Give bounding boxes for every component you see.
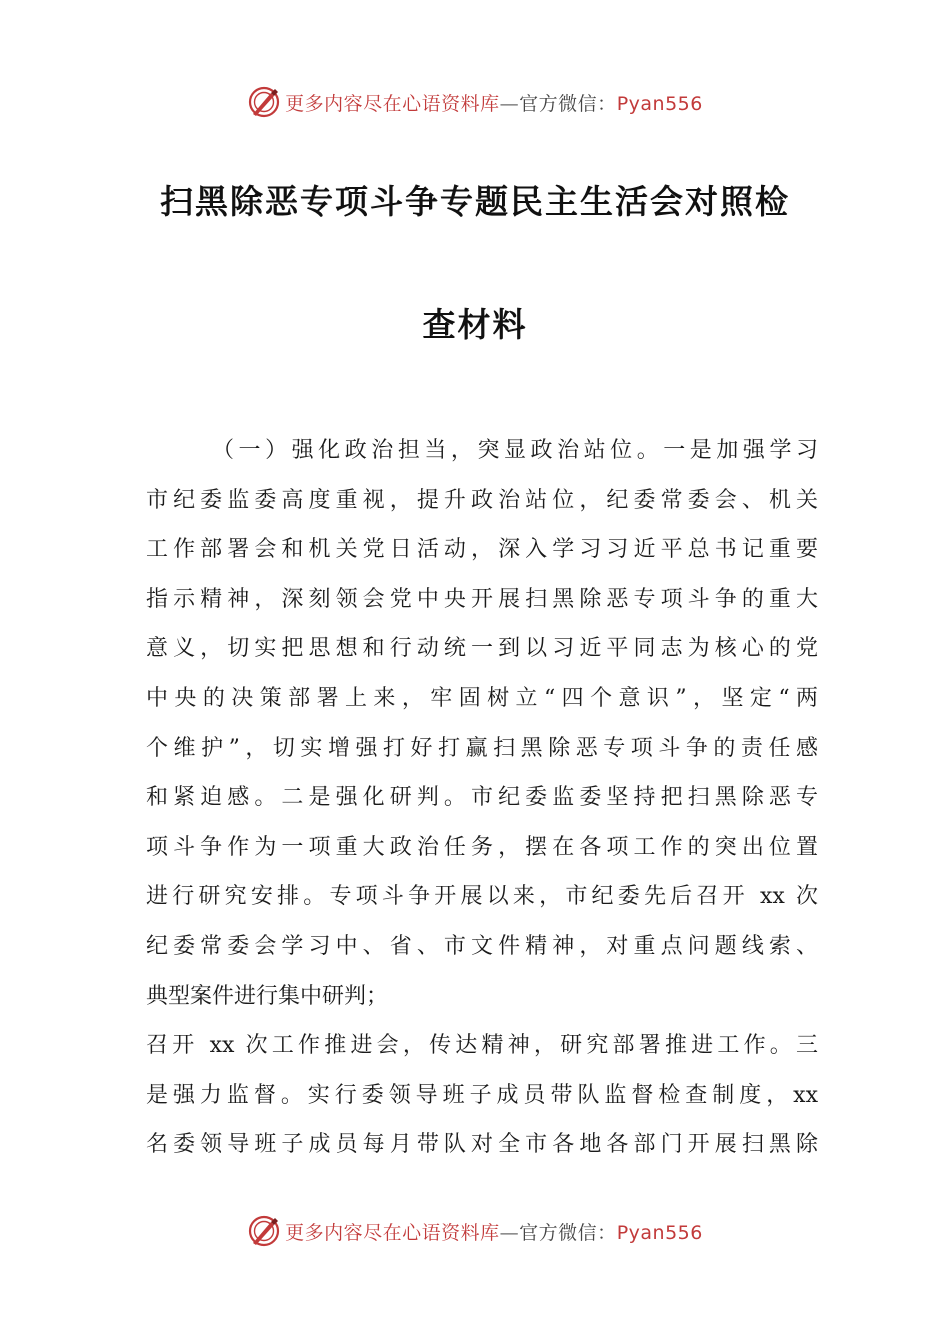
document-body [146,426,818,1170]
pen-logo-icon [247,1214,281,1248]
watermark-text [285,1218,703,1245]
document-title-line-1: 扫黑除恶专项斗争专题民主生活会对照检 [160,182,790,221]
watermark-banner-top [0,82,950,122]
body-line: 纪委常委会学习中、省、市文件精神，对重点问题线索、 [146,933,818,959]
body-line: 和紧迫感。二是强化研判。市纪委监委坚持把扫黑除恶专 [146,785,818,811]
body-line: 是强力监督。实行委领导班子成员带队监督检查制度，xx [146,1082,818,1108]
watermark-separator: — [499,1221,520,1244]
body-line: 典型案件进行集中研判； [146,983,389,1009]
body-line: 工作部署会和机关党日活动，深入学习习近平总书记重要 [146,537,818,563]
body-line: 意义，切实把思想和行动统一到以习近平同志为核心的党 [146,636,818,662]
watermark-prefix: 更多内容尽在心语资料库 [285,92,500,115]
watermark-wechat-id: Pyan556 [616,1221,703,1244]
watermark-text [285,89,703,116]
watermark-separator: — [499,92,520,115]
body-line: 市纪委监委高度重视，提升政治站位，纪委常委会、机关 [146,487,818,513]
body-line: 个维护”，切实增强打好打赢扫黑除恶专项斗争的责任感 [146,735,818,761]
body-line: 指示精神，深刻领会党中央开展扫黑除恶专项斗争的重大 [146,586,818,612]
watermark-suffix: 官方微信： [519,1221,617,1244]
body-line: 进行研究安排。专项斗争开展以来，市纪委先后召开 xx 次 [146,884,818,910]
watermark-suffix: 官方微信： [519,92,617,115]
body-line: 项斗争作为一项重大政治任务，摆在各项工作的突出位置 [146,834,818,860]
body-line: （一）强化政治担当，突显政治站位。一是加强学习 [212,438,818,463]
body-line: 名委领导班子成员每月带队对全市各地各部门开展扫黑除 [146,1132,818,1158]
watermark-banner-bottom [0,1211,950,1251]
watermark-wechat-id: Pyan556 [616,92,703,115]
watermark-prefix: 更多内容尽在心语资料库 [285,1221,500,1244]
body-line: 召开 xx 次工作推进会，传达精神，研究部署推进工作。三 [146,1033,818,1059]
body-line: 中央的决策部署上来，牢固树立“四个意识”，坚定“两 [146,685,818,711]
document-title-line-2: 查材料 [422,305,528,344]
pen-logo-icon [247,85,281,119]
